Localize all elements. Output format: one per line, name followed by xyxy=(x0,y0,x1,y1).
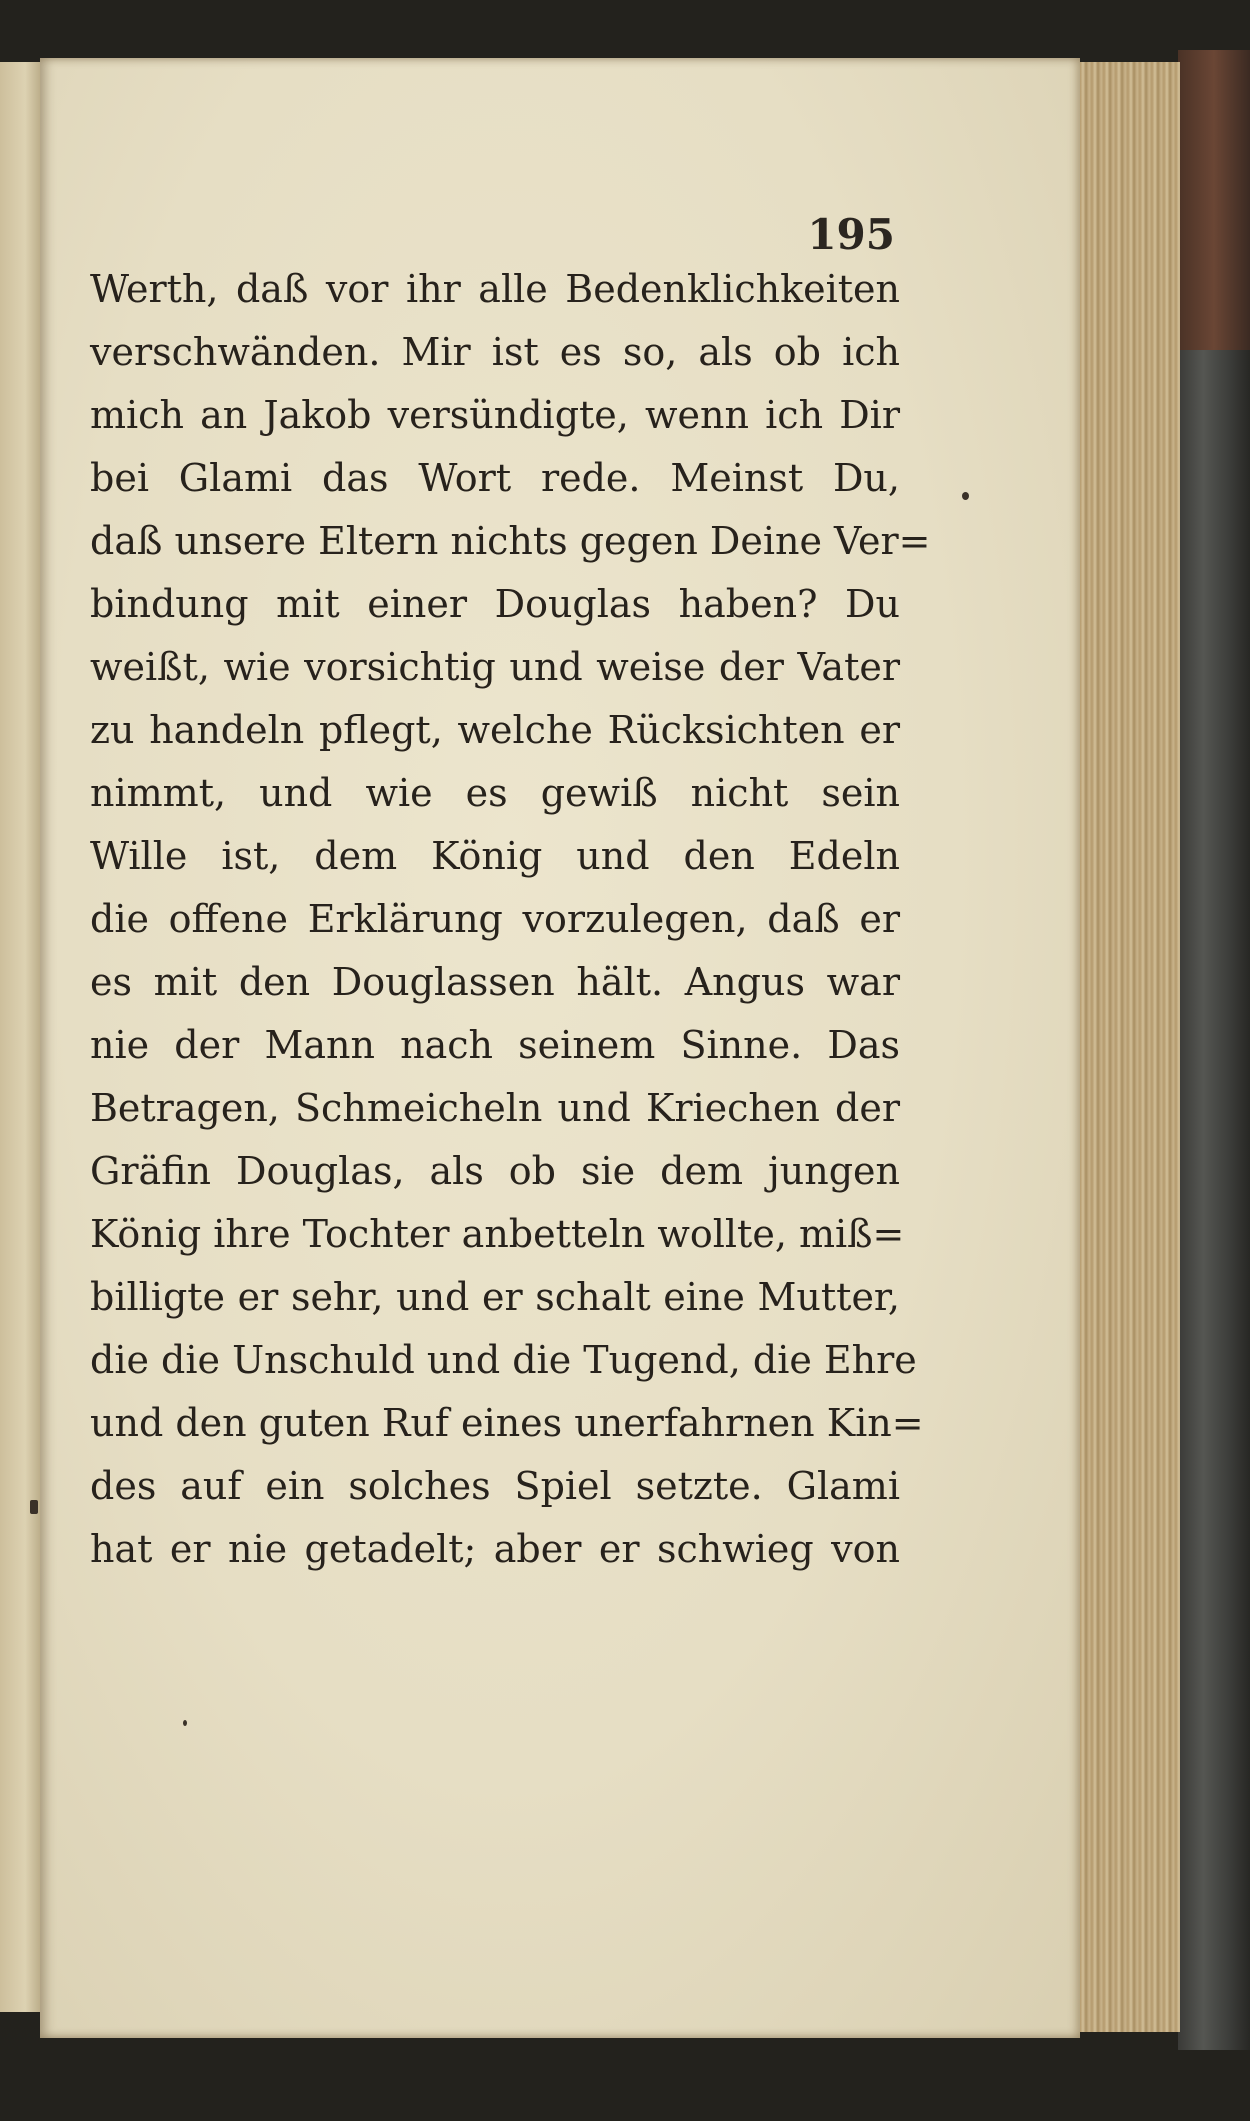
facing-page-edge xyxy=(0,62,45,2012)
body-text xyxy=(90,258,931,1581)
text-line: hat er nie getadelt; aber er schwieg von xyxy=(90,1527,900,1571)
text-line: Betragen, Schmeicheln und Kriechen der xyxy=(90,1086,900,1130)
text-line: Gräfin Douglas, als ob sie dem jungen xyxy=(90,1149,900,1193)
text-line: bei Glami das Wort rede. Meinst Du, xyxy=(90,456,900,500)
text-line: daß unsere Eltern nichts gegen Deine Ver= xyxy=(90,519,931,563)
text-line: die offene Erklärung vorzulegen, daß er xyxy=(90,897,900,941)
text-line: billigte er sehr, und er schalt eine Mutter, xyxy=(90,1275,900,1319)
text-line: Werth, daß vor ihr alle Bedenklichkeiten xyxy=(90,267,900,311)
text-line: des auf ein solches Spiel setzte. Glami xyxy=(90,1464,900,1508)
text-line: nimmt, und wie es gewiß nicht sein xyxy=(90,771,900,815)
text-line: bindung mit einer Douglas haben? Du xyxy=(90,582,900,626)
text-line: weißt, wie vorsichtig und weise der Vater xyxy=(90,645,900,689)
text-line: zu handeln pflegt, welche Rücksichten er xyxy=(90,708,900,752)
book-spine xyxy=(1178,50,1250,2050)
text-line: mich an Jakob versündigte, wenn ich Dir xyxy=(90,393,900,437)
text-line: nie der Mann nach seinem Sinne. Das xyxy=(90,1023,900,1067)
ink-speck xyxy=(183,1720,187,1726)
page-edges xyxy=(1075,62,1180,2032)
book-spine-leather xyxy=(1178,50,1250,350)
page-number: 195 xyxy=(807,210,895,259)
text-line: und den guten Ruf eines unerfahrnen Kin= xyxy=(90,1401,924,1445)
text-line: verschwänden. Mir ist es so, als ob ich xyxy=(90,330,900,374)
text-line: König ihre Tochter anbetteln wollte, miß= xyxy=(90,1212,905,1256)
text-line: es mit den Douglassen hält. Angus war xyxy=(90,960,900,1004)
ink-speck xyxy=(962,492,969,500)
ink-speck xyxy=(30,1500,38,1514)
text-line: die die Unschuld und die Tugend, die Ehre xyxy=(90,1338,917,1382)
text-line: Wille ist, dem König und den Edeln xyxy=(90,834,900,878)
